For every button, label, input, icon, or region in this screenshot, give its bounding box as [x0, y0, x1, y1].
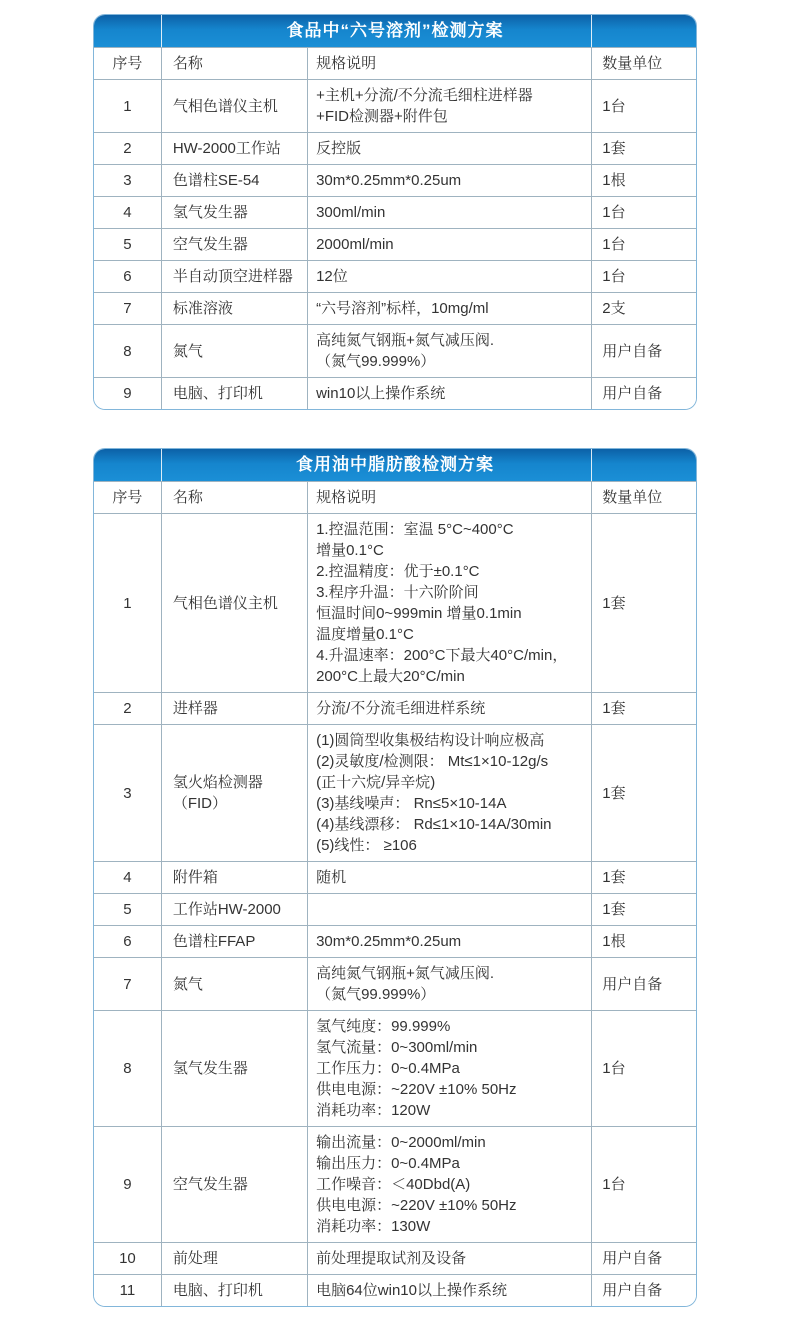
cell-qty: 用户自备	[591, 1243, 696, 1274]
table-title: 食用油中脂肪酸检测方案	[296, 455, 494, 474]
table-row	[94, 724, 696, 861]
col-header-qty: 数量单位	[591, 482, 696, 513]
cell-name: 氮气	[161, 958, 307, 1010]
spec-line: (1)圆筒型收集极结构设计响应极高	[316, 732, 545, 749]
cell-spec	[307, 80, 591, 132]
spec-line: 2000ml/min	[316, 236, 394, 253]
table-row	[94, 79, 696, 132]
table-row	[94, 377, 696, 409]
cell-qty: 1套	[591, 894, 696, 925]
cell-index: 5	[123, 236, 132, 253]
spec-line: 氢气流量：0~300ml/min	[316, 1039, 478, 1056]
spec-line: （氮气99.999%）	[316, 353, 436, 370]
cell-spec	[307, 514, 591, 692]
table-row	[94, 925, 696, 957]
cell-index: 7	[123, 300, 132, 317]
table-row	[94, 1010, 696, 1126]
cell-index: 8	[123, 1060, 132, 1077]
col-header-index: 序号	[112, 55, 143, 72]
spec-line: 消耗功率：130W	[316, 1218, 431, 1235]
cell-qty: 用户自备	[591, 958, 696, 1010]
spec-line: 30m*0.25mm*0.25um	[316, 172, 462, 189]
cell-qty: 用户自备	[591, 378, 696, 409]
spec-line: 高纯氮气钢瓶+氮气减压阀.	[316, 332, 495, 349]
title-divider	[591, 449, 592, 481]
cell-qty: 1根	[591, 926, 696, 957]
spec-line: 增量0.1°C	[316, 542, 384, 559]
spec-line: +FID检测器+附件包	[316, 108, 448, 125]
cell-name: 氢火焰检测器（FID）	[161, 725, 307, 861]
cell-name: 电脑、打印机	[161, 378, 307, 409]
spec-line: 工作压力：0~0.4MPa	[316, 1060, 460, 1077]
table-row	[94, 260, 696, 292]
cell-name: 前处理	[161, 1243, 307, 1274]
spec-line: win10以上操作系统	[316, 385, 446, 402]
cell-index: 2	[123, 700, 132, 717]
spec-line: 12位	[316, 268, 348, 285]
cell-qty: 1套	[591, 862, 696, 893]
cell-index: 10	[119, 1250, 136, 1267]
spec-table-1	[93, 14, 697, 410]
cell-name: 氢气发生器	[161, 1011, 307, 1126]
cell-index: 8	[123, 342, 132, 360]
title-divider	[161, 449, 162, 481]
spec-line: 1.控温范围：室温 5°C~400°C	[316, 521, 514, 538]
spec-line: 分流/不分流毛细进样系统	[316, 700, 486, 717]
table-title-bar	[94, 449, 696, 481]
cell-index: 1	[123, 594, 132, 612]
cell-name: 电脑、打印机	[161, 1275, 307, 1306]
col-header-name: 名称	[161, 482, 307, 513]
spec-line: “六号溶剂”标样，10mg/ml	[316, 300, 489, 317]
cell-qty: 1台	[591, 229, 696, 260]
table-row	[94, 228, 696, 260]
cell-index: 4	[123, 869, 132, 886]
spec-line: 前处理提取试剂及设备	[316, 1250, 467, 1267]
cell-spec	[307, 261, 591, 292]
cell-index: 3	[123, 784, 132, 802]
table-row	[94, 292, 696, 324]
cell-index: 7	[123, 975, 132, 993]
spec-line: 供电电源：~220V ±10% 50Hz	[316, 1081, 517, 1098]
spec-line: 300ml/min	[316, 204, 386, 221]
cell-index: 9	[123, 1176, 132, 1193]
cell-index: 9	[123, 385, 132, 402]
cell-qty: 1套	[591, 133, 696, 164]
col-header-spec: 规格说明	[307, 48, 591, 79]
title-divider	[591, 15, 592, 47]
cell-spec	[307, 926, 591, 957]
table-row	[94, 164, 696, 196]
cell-name: 气相色谱仪主机	[161, 514, 307, 692]
cell-name: 气相色谱仪主机	[161, 80, 307, 132]
cell-name: 标准溶液	[161, 293, 307, 324]
spec-line: 高纯氮气钢瓶+氮气减压阀.	[316, 965, 495, 982]
cell-name: 附件箱	[161, 862, 307, 893]
cell-qty: 1台	[591, 261, 696, 292]
cell-spec	[307, 1127, 591, 1242]
table-row	[94, 692, 696, 724]
table-row	[94, 513, 696, 692]
spec-line: 输出压力：0~0.4MPa	[316, 1155, 460, 1172]
cell-spec	[307, 133, 591, 164]
cell-qty: 1台	[591, 80, 696, 132]
cell-spec	[307, 693, 591, 724]
cell-name: 空气发生器	[161, 229, 307, 260]
cell-name: 色谱柱FFAP	[161, 926, 307, 957]
cell-spec	[307, 293, 591, 324]
spec-line: 200°C上最大20°C/min	[316, 668, 465, 685]
cell-qty: 用户自备	[591, 1275, 696, 1306]
cell-name: 色谱柱SE-54	[161, 165, 307, 196]
spec-line: 4.升温速率：200°C下最大40°C/min，	[316, 647, 568, 664]
spec-line: 30m*0.25mm*0.25um	[316, 933, 462, 950]
cell-qty: 1套	[591, 725, 696, 861]
cell-spec	[307, 325, 591, 377]
cell-name: 工作站HW-2000	[161, 894, 307, 925]
table-row	[94, 893, 696, 925]
cell-name: 氢气发生器	[161, 197, 307, 228]
spec-line: (3)基线噪声： Rn≤5×10-14A	[316, 795, 507, 812]
spec-line: +主机+分流/不分流毛细柱进样器	[316, 87, 533, 104]
spec-line: 工作噪音：＜40Dbd(A)	[316, 1176, 471, 1193]
spec-line: 随机	[316, 869, 347, 886]
cell-spec	[307, 229, 591, 260]
spec-line: (2)灵敏度/检测限： Mt≤1×10-12g/s	[316, 753, 549, 770]
cell-name: 空气发生器	[161, 1127, 307, 1242]
cell-index: 5	[123, 901, 132, 918]
cell-qty: 1台	[591, 1011, 696, 1126]
table-row	[94, 861, 696, 893]
table-row	[94, 1242, 696, 1274]
cell-spec	[307, 862, 591, 893]
table-row	[94, 1274, 696, 1306]
cell-index: 1	[123, 97, 132, 115]
spec-line: (正十六烷/异辛烷)	[316, 774, 436, 791]
cell-spec	[307, 165, 591, 196]
cell-qty: 1套	[591, 693, 696, 724]
spec-line: 电脑64位win10以上操作系统	[316, 1282, 507, 1299]
spec-line: （氮气99.999%）	[316, 986, 436, 1003]
spec-table-2	[93, 448, 697, 1307]
table-row	[94, 132, 696, 164]
cell-qty: 1套	[591, 514, 696, 692]
cell-index: 11	[119, 1282, 136, 1299]
cell-name: 进样器	[161, 693, 307, 724]
spec-line: 3.程序升温：十六阶阶间	[316, 584, 479, 601]
col-header-qty: 数量单位	[591, 48, 696, 79]
cell-index: 2	[123, 140, 132, 157]
cell-spec	[307, 1011, 591, 1126]
spec-line: (4)基线漂移： Rd≤1×10-14A/30min	[316, 816, 552, 833]
col-header-name: 名称	[161, 48, 307, 79]
cell-qty: 2支	[591, 293, 696, 324]
spec-line: 供电电源：~220V ±10% 50Hz	[316, 1197, 517, 1214]
cell-spec	[307, 197, 591, 228]
cell-index: 4	[123, 204, 132, 221]
table-row	[94, 1126, 696, 1242]
cell-name: HW-2000工作站	[161, 133, 307, 164]
cell-name: 半自动顶空进样器	[161, 261, 307, 292]
header-row	[94, 481, 696, 513]
cell-qty: 1根	[591, 165, 696, 196]
table-title: 食品中“六号溶剂”检测方案	[286, 21, 504, 40]
cell-qty: 1台	[591, 197, 696, 228]
table-row	[94, 957, 696, 1010]
table-title-bar	[94, 15, 696, 47]
cell-qty: 用户自备	[591, 325, 696, 377]
spec-line: (5)线性： ≥106	[316, 837, 417, 854]
spec-line: 氢气纯度：99.999%	[316, 1018, 451, 1035]
spec-line: 温度增量0.1°C	[316, 626, 414, 643]
cell-name: 氮气	[161, 325, 307, 377]
cell-index: 6	[123, 933, 132, 950]
cell-spec	[307, 958, 591, 1010]
spec-line: 反控版	[316, 140, 362, 157]
spec-line: 输出流量：0~2000ml/min	[316, 1134, 486, 1151]
cell-qty: 1台	[591, 1127, 696, 1242]
cell-index: 3	[123, 172, 132, 189]
col-header-index: 序号	[112, 489, 143, 506]
table-row	[94, 196, 696, 228]
cell-spec	[307, 1243, 591, 1274]
cell-spec	[307, 1275, 591, 1306]
cell-index: 6	[123, 268, 132, 285]
header-row	[94, 47, 696, 79]
cell-spec	[307, 725, 591, 861]
table-row	[94, 324, 696, 377]
spec-line: 消耗功率：120W	[316, 1102, 431, 1119]
title-divider	[161, 15, 162, 47]
cell-spec	[307, 894, 591, 925]
cell-spec	[307, 378, 591, 409]
col-header-spec: 规格说明	[307, 482, 591, 513]
spec-line: 恒温时间0~999min 增量0.1min	[316, 605, 522, 622]
spec-line: 2.控温精度：优于±0.1°C	[316, 563, 480, 580]
